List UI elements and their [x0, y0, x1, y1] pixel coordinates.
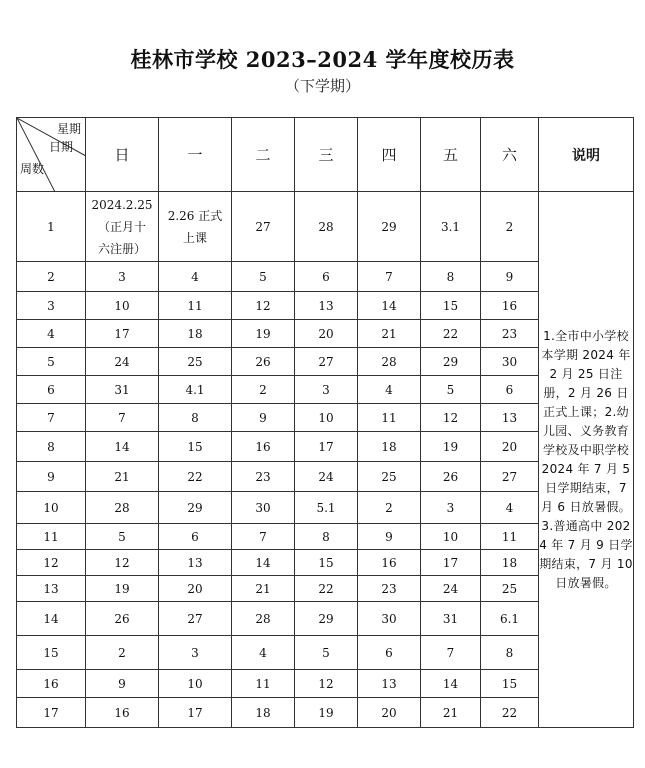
date-cell: 5: [295, 636, 358, 670]
calendar-table: [16, 117, 634, 728]
date-cell: 16: [86, 698, 159, 728]
date-cell: 26: [421, 462, 481, 492]
date-cell: 25: [159, 348, 232, 376]
date-cell: 14: [232, 550, 295, 576]
page-title: 桂林市学校 2023–2024 学年度校历表: [130, 47, 515, 72]
date-cell: 9: [86, 670, 159, 698]
date-cell: 4.1: [159, 376, 232, 404]
date-cell: 2: [481, 192, 539, 262]
date-cell: 15: [159, 432, 232, 462]
date-cell: 10: [421, 524, 481, 550]
date-cell: 28: [295, 192, 358, 262]
date-cell: 27: [295, 348, 358, 376]
date-cell: 5: [421, 376, 481, 404]
date-cell: 16: [481, 292, 539, 320]
date-cell: 21: [86, 462, 159, 492]
day-header: 四: [358, 118, 421, 192]
class-start-note-line2: 上课: [182, 230, 207, 245]
date-cell: 23: [358, 576, 421, 602]
page-subtitle: （下学期）: [284, 77, 360, 95]
date-cell: 18: [159, 320, 232, 348]
date-cell: 9: [232, 404, 295, 432]
day-header: 二: [232, 118, 295, 192]
date-cell: 9: [481, 262, 539, 292]
date-cell: 23: [232, 462, 295, 492]
class-start-date: 2.26: [167, 208, 195, 223]
week-number: 6: [17, 376, 86, 404]
date-cell: 5: [232, 262, 295, 292]
date-cell: 28: [358, 348, 421, 376]
corner-weekday-label: 星期: [56, 122, 81, 136]
date-cell: 6: [295, 262, 358, 292]
corner-cell: [17, 118, 86, 192]
date-cell: 16: [358, 550, 421, 576]
date-cell: 8: [481, 636, 539, 670]
day-header: 六: [481, 118, 539, 192]
date-cell: 3: [159, 636, 232, 670]
date-cell: 6: [358, 636, 421, 670]
day-header: 三: [295, 118, 358, 192]
date-cell: 14: [358, 292, 421, 320]
registration-note-line1: （正月十: [97, 219, 146, 234]
date-cell: 11: [358, 404, 421, 432]
date-cell: 17: [295, 432, 358, 462]
week-number: 8: [17, 432, 86, 462]
date-cell: 10: [86, 292, 159, 320]
date-cell: 20: [295, 320, 358, 348]
date-cell: 30: [232, 492, 295, 524]
week-number: 13: [17, 576, 86, 602]
date-cell: 5: [86, 524, 159, 550]
day-header: 一: [159, 118, 232, 192]
date-cell: 8: [159, 404, 232, 432]
date-cell: 15: [295, 550, 358, 576]
week-number: 4: [17, 320, 86, 348]
date-cell: 10: [295, 404, 358, 432]
date-cell: 4: [358, 376, 421, 404]
date-cell: 7: [232, 524, 295, 550]
class-start-note: 正式: [198, 208, 223, 223]
week-number: 17: [17, 698, 86, 728]
date-cell: 6: [481, 376, 539, 404]
date-cell: 3: [421, 492, 481, 524]
date-cell: 4: [159, 262, 232, 292]
date-cell: 2: [358, 492, 421, 524]
week-number: 2: [17, 262, 86, 292]
date-cell: 11: [481, 524, 539, 550]
week-number: 1: [17, 192, 86, 262]
date-cell: 20: [481, 432, 539, 462]
notes-cell: 1.全市中小学校本学期 2024 年 2 月 25 日注册，2 月 26 日正式上课；2.幼儿园、义务教育学校及中职学校 2024 年 7 月 5 日学期结束，7 月 6 日放暑假。3.普通高中 2024 年 7 月 9 日学期结束，7 月 10 日放暑假。: [539, 192, 634, 728]
date-cell: 14: [86, 432, 159, 462]
date-cell: 25: [358, 462, 421, 492]
week-number: 15: [17, 636, 86, 670]
date-cell: 11: [232, 670, 295, 698]
header-row: [17, 118, 634, 192]
date-cell: 31: [86, 376, 159, 404]
date-cell: 17: [421, 550, 481, 576]
date-cell: 9: [358, 524, 421, 550]
corner-date-label: 日期: [48, 140, 73, 154]
day-header: 日: [86, 118, 159, 192]
date-cell: 30: [481, 348, 539, 376]
week-number: 5: [17, 348, 86, 376]
date-cell: 19: [232, 320, 295, 348]
date-cell: 24: [295, 462, 358, 492]
date-cell: 28: [232, 602, 295, 636]
date-cell: 3: [295, 376, 358, 404]
date-cell: 31: [421, 602, 481, 636]
date-cell: 6.1: [481, 602, 539, 636]
date-cell: 30: [358, 602, 421, 636]
week-number: 11: [17, 524, 86, 550]
date-cell: 2: [86, 636, 159, 670]
date-cell: 19: [86, 576, 159, 602]
date-cell: 14: [421, 670, 481, 698]
date-cell: 28: [86, 492, 159, 524]
date-cell: 6: [159, 524, 232, 550]
date-cell: 15: [421, 292, 481, 320]
registration-note-line2: 六注册）: [97, 241, 146, 256]
date-cell: 25: [481, 576, 539, 602]
date-cell: 22: [159, 462, 232, 492]
date-cell: 18: [358, 432, 421, 462]
date-cell: 17: [159, 698, 232, 728]
date-cell: 20: [159, 576, 232, 602]
date-cell: 21: [232, 576, 295, 602]
date-cell-class-start: [159, 192, 232, 262]
day-header: 五: [421, 118, 481, 192]
date-cell: 13: [159, 550, 232, 576]
week-number: 3: [17, 292, 86, 320]
date-cell: 23: [481, 320, 539, 348]
date-cell: 18: [232, 698, 295, 728]
week-number: 16: [17, 670, 86, 698]
table-row: [17, 192, 634, 262]
week-number: 14: [17, 602, 86, 636]
date-cell-registration: [86, 192, 159, 262]
date-cell: 21: [358, 320, 421, 348]
week-number: 10: [17, 492, 86, 524]
date-cell: 2: [232, 376, 295, 404]
date-cell: 26: [232, 348, 295, 376]
date-cell: 3.1: [421, 192, 481, 262]
date-cell: 22: [421, 320, 481, 348]
date-cell: 19: [295, 698, 358, 728]
date-cell: 24: [86, 348, 159, 376]
notes-header: 说明: [539, 118, 634, 192]
date-cell: 13: [295, 292, 358, 320]
date-cell: 18: [481, 550, 539, 576]
date-cell: 29: [358, 192, 421, 262]
date-cell: 7: [421, 636, 481, 670]
date-cell: 29: [159, 492, 232, 524]
date-cell: 15: [481, 670, 539, 698]
date-cell: 16: [232, 432, 295, 462]
week-number: 7: [17, 404, 86, 432]
date-cell: 17: [86, 320, 159, 348]
date-cell: 8: [421, 262, 481, 292]
corner-week-label: 周数: [20, 162, 45, 176]
date-cell: 12: [232, 292, 295, 320]
date-cell: 10: [159, 670, 232, 698]
date-cell: 22: [481, 698, 539, 728]
date-cell: 27: [159, 602, 232, 636]
date-cell: 7: [358, 262, 421, 292]
date-cell: 8: [295, 524, 358, 550]
week-number: 12: [17, 550, 86, 576]
date-cell: 3: [86, 262, 159, 292]
date-cell: 7: [86, 404, 159, 432]
date-cell: 19: [421, 432, 481, 462]
date-cell: 27: [481, 462, 539, 492]
date-cell: 27: [232, 192, 295, 262]
week-number: 9: [17, 462, 86, 492]
date-cell: 13: [358, 670, 421, 698]
date-cell: 21: [421, 698, 481, 728]
registration-date: 2024.2.25: [91, 197, 153, 212]
date-cell: 24: [421, 576, 481, 602]
date-cell: 4: [232, 636, 295, 670]
date-cell: 29: [421, 348, 481, 376]
date-cell: 13: [481, 404, 539, 432]
date-cell: 20: [358, 698, 421, 728]
date-cell: 26: [86, 602, 159, 636]
date-cell: 29: [295, 602, 358, 636]
date-cell: 4: [481, 492, 539, 524]
date-cell: 12: [421, 404, 481, 432]
date-cell: 12: [86, 550, 159, 576]
date-cell: 11: [159, 292, 232, 320]
date-cell: 12: [295, 670, 358, 698]
date-cell: 22: [295, 576, 358, 602]
date-cell: 5.1: [295, 492, 358, 524]
